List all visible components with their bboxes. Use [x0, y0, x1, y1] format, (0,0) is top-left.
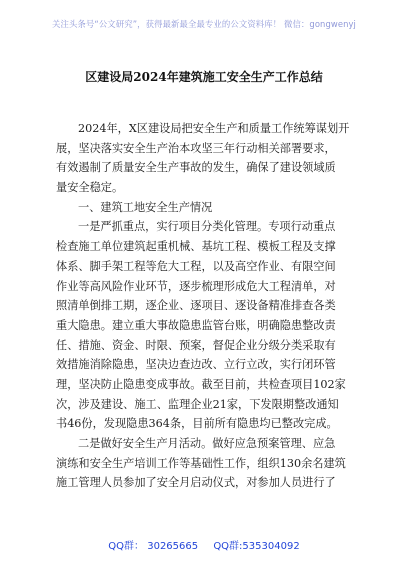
paragraph-line: 量安全稳定。: [56, 181, 124, 195]
paragraph-line: 次，涉及建设、施工、监理企业21家，下发限期整改通知: [56, 397, 339, 411]
paragraph-line: 效措施消除隐患，坚决边查边改、立行立改，实行闭环管: [56, 358, 336, 372]
document-body: [56, 119, 356, 493]
paragraph-line: 有效遏制了质量安全生产事故的发生，确保了建设领域质: [56, 161, 336, 175]
paragraph-line: 2024年，X区建设局把安全生产和质量工作统筹谋划开: [78, 122, 350, 135]
footer-qq-groups: [0, 537, 408, 552]
document-title: 区建设局2024年建筑施工安全生产工作总结: [85, 70, 323, 84]
paragraph-line: 施工管理人员参加了安全月启动仪式，对参加人员进行了: [56, 476, 336, 490]
qq-group-2: QQ群:535304092: [213, 541, 300, 552]
paragraph-line: 任、措施、资金、时限、预案，督促企业分级分类采取有: [56, 338, 336, 352]
paragraph-line: 书46份，发现隐患364条，目前所有隐患均已整改完成。: [56, 417, 338, 431]
paragraph-line: 理，坚决防止隐患变成事故。截至目前，共检查项目102家: [56, 377, 346, 391]
paragraph-line: 检查施工单位建筑起重机械、基坑工程、模板工程及支撑: [56, 240, 336, 254]
paragraph-line: 作业等高风险作业环节，逐步梳理形成危大工程清单，对: [56, 279, 336, 293]
paragraph-line: 二是做好安全生产月活动。做好应急预案管理、应急: [78, 437, 336, 450]
paragraph-line: 重大隐患。建立重大事故隐患监管台账，明确隐患整改责: [56, 318, 336, 332]
qq-group-1: QQ群： 30265665: [108, 541, 199, 552]
header-banner: 关注头条号“公文研究”，获得最新最全最专业的公文资料库！ 微信：gongwenyj: [52, 19, 356, 29]
paragraph-line: 体系、脚手架工程等危大工程，以及高空作业、有限空间: [56, 259, 336, 273]
paragraph-line: 一是严抓重点，实行项目分类化管理。专项行动重点: [78, 220, 336, 234]
paragraph-line: 照清单倒排工期，逐企业、逐项目、逐设备精准排查各类: [56, 299, 336, 313]
paragraph-line: 演练和安全生产培训工作等基础性工作，组织130余名建筑: [56, 456, 346, 470]
section-heading: 一、建筑工地安全生产情况: [78, 200, 213, 214]
paragraph-line: 展，坚决落实安全生产治本攻坚三年行动相关部署要求，: [56, 141, 336, 155]
